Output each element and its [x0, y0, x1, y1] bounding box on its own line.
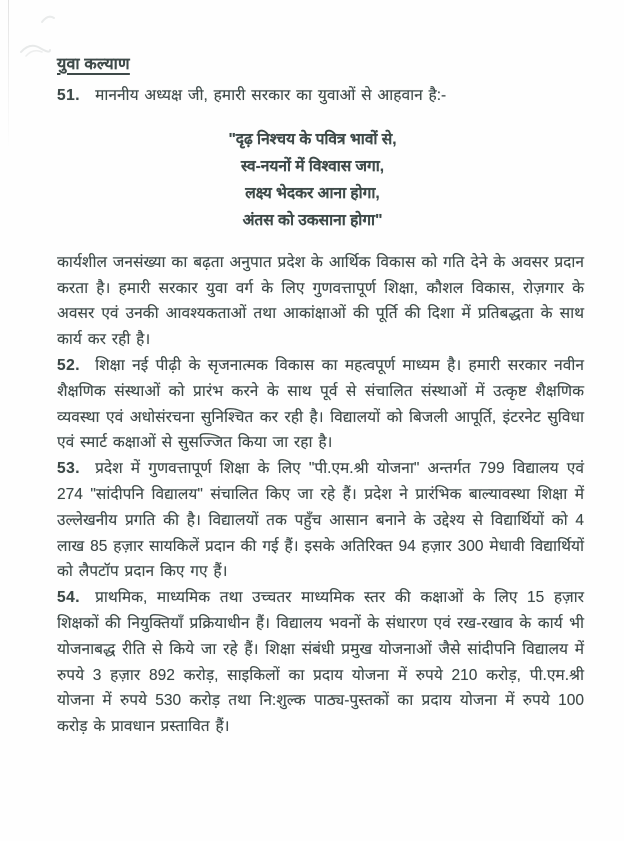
- paragraph-text: प्राथमिक, माध्यमिक तथा उच्चतर माध्यमिक स्तर की कक्षाओं के लिए 15 हज़ार शिक्षकों की नियुक्तियाँ प्रक्रियाधीन हैं। विद्यालय भवनों के संधारण एवं रख-रखाव के कार्य भी योजनाबद्ध रीति से किये जा रहे हैं। शिक्षा संबंधी प्रमुख योजनाओं जैसे सांदीपनि विद्यालय में रुपये 3 हज़ार 892 करोड़, साइकिलों का प्रदाय योजना में रुपये 210 करोड़, पी.एम.श्री योजना में रुपये 530 करोड़ तथा नि:शुल्क पाठ्य-पुस्तकों का प्रदाय योजना में रुपये 100 करोड़ के प्रावधान प्रस्तावित हैं।: [57, 589, 584, 736]
- paragraph-51: [57, 83, 584, 109]
- paragraph-text: प्रदेश में गुणवत्तापूर्ण शिक्षा के लिए "पी.एम.श्री योजना" अन्तर्गत 799 विद्यालय एवं 274 "सांदीपनि विद्यालय" संचालित किए जा रहे हैं। प्रदेश ने प्रारंभिक बाल्यावस्था शिक्षा में उल्लेखनीय प्रगति की है। विद्यालयों तक पहुँच आसान बनाने के उद्देश्य से विद्यार्थियों को 4 लाख 85 हज़ार सायकिलें प्रदान की गई हैं। इसके अतिरिक्त 94 हज़ार 300 मेधावी विद्यार्थियों को लैपटॉप प्रदान किए गए हैं।: [57, 460, 584, 581]
- poem-line: अंतस को उकसाना होगा": [242, 211, 383, 229]
- paragraph-text: शिक्षा नई पीढ़ी के सृजनात्मक विकास का महत्वपूर्ण माध्यम है। हमारी सरकार नवीन शैक्षणिक संस्थाओं को प्रारंभ करने के साथ पूर्व से संचालित संस्थाओं में उत्कृष्ट शैक्षणिक व्यवस्था एवं अधोसंरचना सुनिश्चित कर रही है। विद्यालयों को बिजली आपूर्ति, इंटरनेट सुविधा एवं स्मार्ट कक्षाओं से सुसज्जित किया जा रहा है।: [57, 356, 584, 452]
- paragraph-number: 52.: [57, 356, 81, 374]
- poem-quote: [49, 126, 576, 234]
- paragraph-51-continuation: कार्यशील जनसंख्या का बढ़ता अनुपात प्रदेश के आर्थिक विकास को गति देने के अवसर प्रदान करता है। हमारी सरकार युवा वर्ग के लिए गुणवत्तापूर्ण शिक्षा, कौशल विकास, रोज़गार के अवसर एवं उनकी आवश्यकताओं तथा आकांक्षाओं की पूर्ति की दिशा में प्रतिबद्धता के साथ कार्य कर रही है।: [57, 253, 584, 349]
- poem-line: लक्ष्य भेदकर आना होगा,: [245, 184, 380, 202]
- paragraph-number: 53.: [57, 460, 81, 478]
- poem-line: "दृढ़ निश्चय के पवित्र भावों से,: [228, 130, 397, 148]
- poem-line: स्व-नयनों में विश्वास जगा,: [240, 157, 385, 175]
- section-heading: युवा कल्याण: [57, 56, 130, 73]
- paragraph-54: [57, 585, 584, 740]
- paragraph-number: 54.: [57, 589, 81, 607]
- paragraph-text: माननीय अध्यक्ष जी, हमारी सरकार का युवाओं से आहवान है:-: [95, 87, 447, 104]
- document-body: [57, 52, 584, 740]
- pencil-mark: [40, 10, 64, 26]
- paragraph-52: [57, 353, 584, 456]
- scan-artifact-line: [8, 0, 9, 150]
- pencil-mark: [18, 38, 52, 60]
- paragraph-53: [57, 456, 584, 585]
- paragraph-number: 51.: [57, 87, 81, 104]
